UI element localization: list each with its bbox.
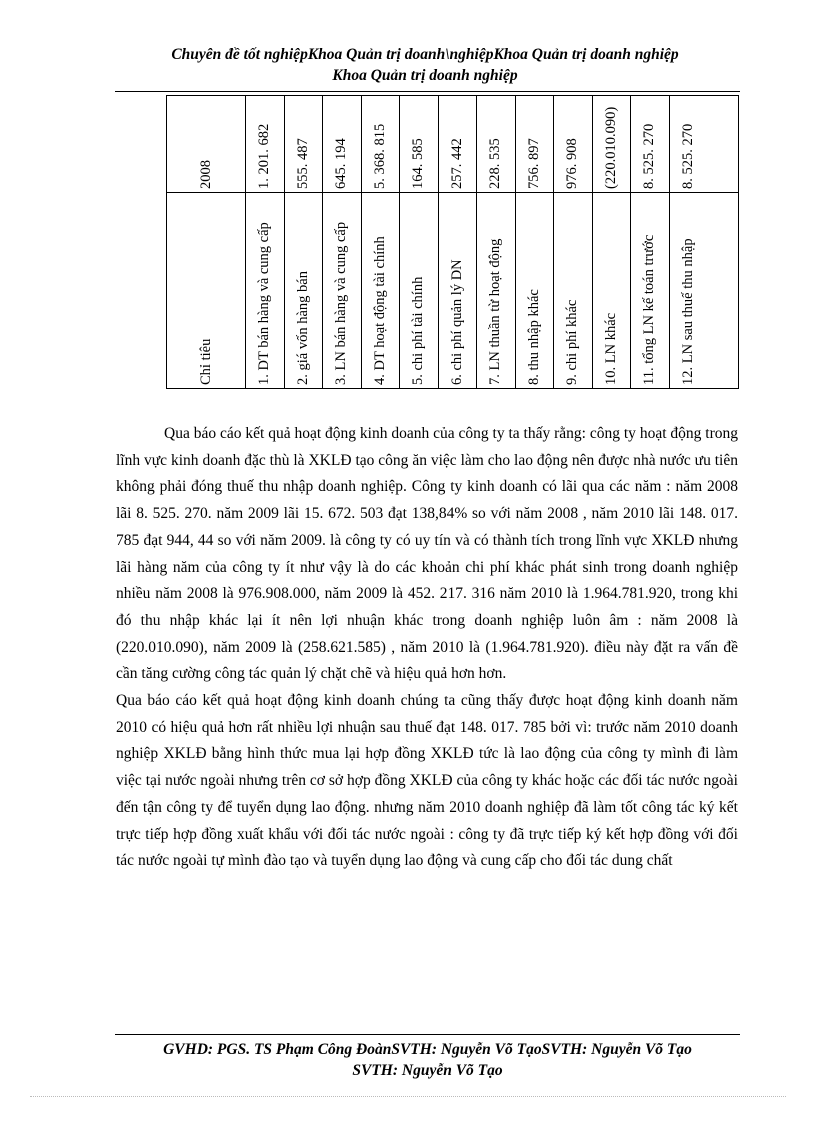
table-label-cell-text: 10. LN khác bbox=[602, 312, 619, 385]
table-value-cell bbox=[669, 96, 708, 192]
header-line-1: Chuyên đề tốt nghiệpKhoa Quản trị doanh\nghiệpKhoa Quản trị doanh nghiệp bbox=[171, 46, 679, 63]
table-col-divider bbox=[438, 96, 439, 388]
table-value-cell bbox=[399, 96, 438, 192]
table-label-cell bbox=[630, 192, 669, 388]
table-value-cell-text: 976. 908 bbox=[564, 138, 581, 189]
table-col-divider bbox=[476, 96, 477, 388]
table-value-cell-text: 257. 442 bbox=[448, 138, 465, 189]
table-col-divider bbox=[322, 96, 323, 388]
page-bottom-rule bbox=[30, 1096, 786, 1097]
body-text bbox=[116, 421, 738, 875]
footer-line-2: SVTH: Nguyễn Võ Tạo bbox=[352, 1062, 503, 1079]
page-header bbox=[115, 44, 735, 86]
table-label-cell-text: 11. tổng LN kế toán trước bbox=[641, 234, 658, 385]
table-col-divider bbox=[630, 96, 631, 388]
table-value-cell bbox=[553, 96, 592, 192]
table-label-cell-text: 1. DT bán hàng và cung cấp bbox=[256, 222, 273, 385]
table-value-cell bbox=[361, 96, 400, 192]
table-col-divider bbox=[669, 96, 670, 388]
table-label-cell bbox=[399, 192, 438, 388]
table-label-cell-text: 7. LN thuần từ hoạt động bbox=[487, 238, 504, 385]
page-footer bbox=[115, 1039, 740, 1081]
table-label-cell bbox=[322, 192, 361, 388]
table-label-cell bbox=[553, 192, 592, 388]
table-label-cell bbox=[592, 192, 631, 388]
table-value-cell bbox=[630, 96, 669, 192]
table-label-cell-text: 9. chi phí khác bbox=[564, 299, 581, 385]
table-value-cell-text: 5. 368. 815 bbox=[371, 123, 388, 189]
table-value-cell-text: 756. 897 bbox=[525, 138, 542, 189]
table-value-cell bbox=[476, 96, 515, 192]
table-label-cell-text: 12. LN sau thuế thu nhập bbox=[679, 238, 696, 385]
table-value-cell bbox=[438, 96, 477, 192]
year-header bbox=[167, 96, 245, 192]
table-label-cell bbox=[669, 192, 708, 388]
table-label-cell-text: 5. chi phí tài chính bbox=[410, 276, 427, 385]
table-value-cell-text: (220.010.090) bbox=[602, 106, 619, 189]
table-value-cell-text: 164. 585 bbox=[410, 138, 427, 189]
footer-line-1: GVHD: PGS. TS Phạm Công ĐoànSVTH: Nguyễn Võ TạoSVTH: Nguyễn Võ Tạo bbox=[163, 1041, 692, 1058]
table-value-cell-text: 555. 487 bbox=[294, 138, 311, 189]
table-value-cell-text: 228. 535 bbox=[487, 138, 504, 189]
table-value-cell-text: 1. 201. 682 bbox=[256, 123, 273, 189]
table-col-divider bbox=[361, 96, 362, 388]
financial-results-table bbox=[166, 95, 739, 389]
table-col-divider bbox=[592, 96, 593, 388]
paragraph-1: Qua báo cáo kết quả hoạt động kinh doanh của công ty ta thấy rằng: công ty hoạt động trong lĩnh vực kinh doanh đặc thù là XKLĐ tạo công ăn việc làm cho lao động nên được nhà nước ưu tiên không phải đóng thuế thu nhập doanh nghiệp. Công ty kinh doanh có lãi qua các năm : năm 2008 lãi 8. 525. 270. năm 2009 lãi 15. 672. 503 đạt 138,84% so với năm 2008 , năm 2010 lãi 148. 017. 785 đạt 944, 44 so với năm 2009. là công ty có uy tín và có thành tích trong lĩnh vực XKLĐ nhưng lãi hàng năm của công ty ít như vậy là do các khoản chi phí khác phát sinh trong doanh nghiệp nhiều năm 2008 là 976.908.000, năm 2009 là 452. 217. 316 năm 2010 là 1.964.781.920, trong khi đó thu nhập khác lại ít nên lợi nhuận khác trong doanh nghiệp luôn âm : năm 2008 là (220.010.090), năm 2009 là (258.621.585) , năm 2010 là (1.964.781.920). điều này đặt ra vấn đề cần tăng cường công tác quản lý chặt chẽ và hiệu quả hơn hơn. bbox=[116, 425, 738, 683]
table-col-divider bbox=[553, 96, 554, 388]
table-col-divider bbox=[399, 96, 400, 388]
paragraph-2: Qua báo cáo kết quả hoạt động kinh doanh chúng ta cũng thấy được hoạt động kinh doanh năm 2010 có hiệu quả hơn rất nhiều lợi nhuận sau thuế đạt 148. 017. 785 bởi vì: trước năm 2010 doanh nghiệp XKLĐ bằng hình thức mua lại hợp đồng XKLĐ tức là lao động của công ty mình đi làm việc tại nước ngoài nhưng trên cơ sở hợp đồng XKLĐ của công ty khác hoặc các đối tác nước ngoài đến tận công ty để tuyển dụng lao động. nhưng năm 2010 doanh nghiệp đã làm tốt công tác ký kết trực tiếp hợp đồng xuất khẩu với đối tác nước ngoài : công ty đã trực tiếp ký kết hợp đồng với đối tác nước ngoài tự mình đào tạo và tuyển dụng lao động và cung cấp cho đối tác dung chất bbox=[116, 692, 738, 870]
table-value-cell bbox=[284, 96, 323, 192]
table-label-cell bbox=[515, 192, 554, 388]
year-header-text: 2008 bbox=[198, 160, 214, 189]
table-value-cell bbox=[592, 96, 631, 192]
table-label-cell bbox=[476, 192, 515, 388]
table-value-cell bbox=[245, 96, 284, 192]
table-label-cell bbox=[284, 192, 323, 388]
table-value-cell bbox=[322, 96, 361, 192]
table-label-cell-text: 8. thu nhập khác bbox=[525, 289, 542, 385]
table-label-cell bbox=[361, 192, 400, 388]
table-value-cell bbox=[515, 96, 554, 192]
indicator-header-text: Chỉ tiêu bbox=[198, 338, 214, 385]
table-label-cell bbox=[245, 192, 284, 388]
table-col-divider bbox=[284, 96, 285, 388]
table-value-cell-text: 8. 525. 270 bbox=[679, 123, 696, 189]
header-line-2: Khoa Quản trị doanh nghiệp bbox=[332, 67, 518, 84]
table-value-cell-text: 645. 194 bbox=[333, 138, 350, 189]
table-label-cell-text: 2. giá vốn hàng bán bbox=[294, 271, 311, 385]
table-label-cell-text: 3. LN bán hàng và cung cấp bbox=[333, 221, 350, 385]
table-label-cell-text: 4. DT hoạt động tài chính bbox=[371, 236, 388, 385]
table-value-cell-text: 8. 525. 270 bbox=[641, 123, 658, 189]
table-col-divider bbox=[515, 96, 516, 388]
footer-rule bbox=[115, 1034, 740, 1035]
table-label-cell-text: 6. chi phí quản lý DN bbox=[448, 259, 465, 385]
indicator-header bbox=[167, 192, 245, 388]
table-label-cell bbox=[438, 192, 477, 388]
header-rule bbox=[115, 91, 740, 92]
